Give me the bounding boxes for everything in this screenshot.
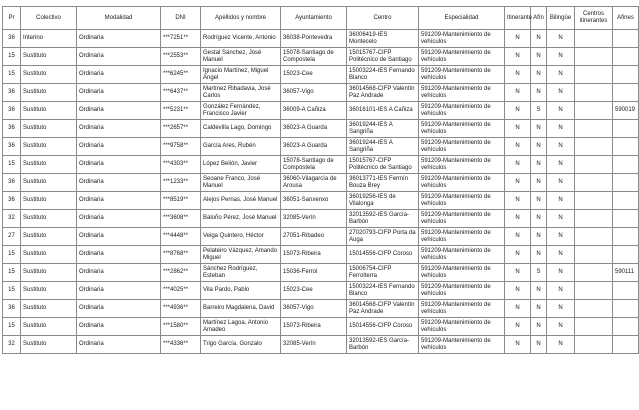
cell-centro: 27020793-CIFP Porta da Auga — [347, 228, 419, 246]
cell-pr: 15 — [3, 156, 21, 174]
cell-apellidos-nombre: Gestal Sánchez, José Manuel — [201, 48, 281, 66]
cell-ayuntamiento: 15073-Ribeira — [281, 246, 347, 264]
cell-ayuntamiento: 36057-Vigo — [281, 84, 347, 102]
cell-centro: 36013771-IES Fermín Bouza Brey — [347, 174, 419, 192]
cell-dni: ***2553** — [161, 48, 201, 66]
table-row — [3, 282, 639, 300]
cell-especialidad: 591209-Mantenimiento de vehículos — [419, 138, 505, 156]
cell-modalidad: Ordinaria — [77, 84, 161, 102]
table-row — [3, 84, 639, 102]
cell-colectivo: Sustituto — [21, 156, 77, 174]
cell-modalidad: Ordinaria — [77, 138, 161, 156]
cell-colectivo: Sustituto — [21, 138, 77, 156]
table-row — [3, 48, 639, 66]
cell-ayuntamiento: 36057-Vigo — [281, 300, 347, 318]
cell-dni: ***4936** — [161, 300, 201, 318]
cell-pr: 15 — [3, 282, 21, 300]
cell-ayuntamiento: 36051-Sanxenxo — [281, 192, 347, 210]
cell-itinerante: N — [505, 210, 531, 228]
cell-dni: ***6437** — [161, 84, 201, 102]
table-row — [3, 246, 639, 264]
cell-dni: ***5231** — [161, 102, 201, 120]
cell-apellidos-nombre: Alejos Pernas, José Manuel — [201, 192, 281, 210]
cell-centros-itinerantes — [575, 192, 613, 210]
cell-centros-itinerantes — [575, 282, 613, 300]
cell-afines: 590111 — [613, 264, 639, 282]
cell-centro: 36019256-IES de Vilalonga — [347, 192, 419, 210]
cell-itinerante: N — [505, 30, 531, 48]
cell-pr: 15 — [3, 264, 21, 282]
cell-afin: N — [531, 228, 547, 246]
cell-especialidad: 591209-Mantenimiento de vehículos — [419, 228, 505, 246]
cell-itinerante: N — [505, 282, 531, 300]
cell-ayuntamiento: 36023-A Guarda — [281, 120, 347, 138]
cell-afines — [613, 174, 639, 192]
cell-especialidad: 591209-Mantenimiento de vehículos — [419, 48, 505, 66]
cell-itinerante: N — [505, 48, 531, 66]
cell-modalidad: Ordinaria — [77, 192, 161, 210]
cell-especialidad: 591209-Mantenimiento de vehículos — [419, 84, 505, 102]
cell-centro: 15006754-CIFP Ferrolterra — [347, 264, 419, 282]
cell-afin: N — [531, 174, 547, 192]
cell-afines — [613, 66, 639, 84]
cell-dni: ***1580** — [161, 318, 201, 336]
cell-afines — [613, 246, 639, 264]
cell-apellidos-nombre: Baloño Pérez, José Manuel — [201, 210, 281, 228]
table-row — [3, 174, 639, 192]
cell-ayuntamiento: 15073-Ribeira — [281, 318, 347, 336]
cell-modalidad: Ordinaria — [77, 102, 161, 120]
cell-afines — [613, 48, 639, 66]
cell-apellidos-nombre: Pelateiro Vázquez, Amando Miguel — [201, 246, 281, 264]
cell-colectivo: Sustituto — [21, 228, 77, 246]
cell-itinerante: N — [505, 336, 531, 354]
cell-pr: 15 — [3, 48, 21, 66]
cell-centro: 15015767-CIFP Politécnico de Santiago — [347, 156, 419, 174]
cell-modalidad: Ordinaria — [77, 210, 161, 228]
cell-apellidos-nombre: Seoane Franco, José Manuel — [201, 174, 281, 192]
cell-especialidad: 591209-Mantenimiento de vehículos — [419, 102, 505, 120]
cell-modalidad: Ordinaria — [77, 174, 161, 192]
cell-colectivo: Sustituto — [21, 300, 77, 318]
cell-ayuntamiento: 36009-A Cañiza — [281, 102, 347, 120]
cell-colectivo: Sustituto — [21, 264, 77, 282]
table-header-row — [3, 7, 639, 30]
cell-centros-itinerantes — [575, 102, 613, 120]
cell-afin: S — [531, 102, 547, 120]
table-row — [3, 264, 639, 282]
cell-afines — [613, 120, 639, 138]
table-row — [3, 336, 639, 354]
cell-centro: 36019244-IES A Sangriña — [347, 120, 419, 138]
cell-bilingue: N — [547, 228, 575, 246]
cell-itinerante: N — [505, 264, 531, 282]
cell-apellidos-nombre: Veiga Quintero, Héctor — [201, 228, 281, 246]
col-centros-itinerantes-header: Centros itinerantes — [575, 7, 613, 30]
cell-afines — [613, 192, 639, 210]
cell-modalidad: Ordinaria — [77, 282, 161, 300]
col-colectivo-header: Colectivo — [21, 7, 77, 30]
table-row — [3, 300, 639, 318]
cell-centro: 15003224-IES Fernando Blanco — [347, 282, 419, 300]
table-row — [3, 66, 639, 84]
table-row — [3, 120, 639, 138]
cell-dni: ***2862** — [161, 264, 201, 282]
cell-centros-itinerantes — [575, 30, 613, 48]
cell-dni: ***4336** — [161, 336, 201, 354]
cell-afines — [613, 282, 639, 300]
cell-centro: 36014568-CIFP Valentín Paz Andrade — [347, 84, 419, 102]
cell-dni: ***2657** — [161, 120, 201, 138]
cell-pr: 32 — [3, 210, 21, 228]
cell-centros-itinerantes — [575, 174, 613, 192]
cell-dni: ***9758** — [161, 138, 201, 156]
cell-especialidad: 591209-Mantenimiento de vehículos — [419, 156, 505, 174]
cell-apellidos-nombre: Caldevilla Lago, Domingo — [201, 120, 281, 138]
cell-especialidad: 591209-Mantenimiento de vehículos — [419, 246, 505, 264]
col-afin-header: Afín — [531, 7, 547, 30]
cell-itinerante: N — [505, 66, 531, 84]
cell-bilingue: N — [547, 282, 575, 300]
col-apellidos-nombre-header: Apellidos y nombre — [201, 7, 281, 30]
table-row — [3, 138, 639, 156]
cell-centro: 32013592-IES García-Barbón — [347, 210, 419, 228]
cell-afin: N — [531, 138, 547, 156]
cell-bilingue: N — [547, 318, 575, 336]
cell-modalidad: Ordinaria — [77, 318, 161, 336]
cell-centros-itinerantes — [575, 120, 613, 138]
cell-apellidos-nombre: Rodríguez Vicente, Antonio — [201, 30, 281, 48]
table-row — [3, 318, 639, 336]
cell-especialidad: 591209-Mantenimiento de vehículos — [419, 120, 505, 138]
cell-ayuntamiento: 36038-Pontevedra — [281, 30, 347, 48]
cell-dni: ***4303** — [161, 156, 201, 174]
cell-modalidad: Ordinaria — [77, 120, 161, 138]
cell-colectivo: Sustituto — [21, 210, 77, 228]
cell-pr: 36 — [3, 30, 21, 48]
cell-ayuntamiento: 15023-Cee — [281, 282, 347, 300]
cell-especialidad: 591209-Mantenimiento de vehículos — [419, 66, 505, 84]
cell-itinerante: N — [505, 318, 531, 336]
cell-itinerante: N — [505, 300, 531, 318]
cell-centro: 36006419-IES Montecelo — [347, 30, 419, 48]
cell-bilingue: N — [547, 210, 575, 228]
cell-afin: S — [531, 264, 547, 282]
cell-modalidad: Ordinaria — [77, 336, 161, 354]
cell-bilingue: N — [547, 156, 575, 174]
cell-ayuntamiento: 15078-Santiago de Compostela — [281, 156, 347, 174]
col-especialidad-header: Especialidad — [419, 7, 505, 30]
col-dni-header: DNI — [161, 7, 201, 30]
cell-bilingue: N — [547, 192, 575, 210]
cell-afin: N — [531, 66, 547, 84]
cell-especialidad: 591209-Mantenimiento de vehículos — [419, 192, 505, 210]
cell-afines — [613, 156, 639, 174]
cell-dni: ***1233** — [161, 174, 201, 192]
cell-modalidad: Ordinaria — [77, 48, 161, 66]
cell-afin: N — [531, 318, 547, 336]
cell-colectivo: Sustituto — [21, 336, 77, 354]
table-row — [3, 30, 639, 48]
cell-centro: 36019244-IES A Sangriña — [347, 138, 419, 156]
cell-bilingue: N — [547, 246, 575, 264]
cell-ayuntamiento: 15078-Santiago de Compostela — [281, 48, 347, 66]
cell-bilingue: N — [547, 66, 575, 84]
cell-ayuntamiento: 36023-A Guarda — [281, 138, 347, 156]
cell-centro: 36014568-CIFP Valentín Paz Andrade — [347, 300, 419, 318]
cell-especialidad: 591209-Mantenimiento de vehículos — [419, 264, 505, 282]
cell-dni: ***3608** — [161, 210, 201, 228]
cell-especialidad: 591209-Mantenimiento de vehículos — [419, 210, 505, 228]
cell-apellidos-nombre: Vila Pardo, Pablo — [201, 282, 281, 300]
cell-bilingue: N — [547, 300, 575, 318]
cell-apellidos-nombre: Martínez Ribadavia, José Carlos — [201, 84, 281, 102]
cell-ayuntamiento: 36060-Vilagarcía de Arousa — [281, 174, 347, 192]
cell-afin: N — [531, 48, 547, 66]
cell-colectivo: Sustituto — [21, 318, 77, 336]
cell-pr: 15 — [3, 318, 21, 336]
cell-pr: 36 — [3, 102, 21, 120]
cell-itinerante: N — [505, 228, 531, 246]
cell-pr: 32 — [3, 336, 21, 354]
cell-afin: N — [531, 210, 547, 228]
cell-ayuntamiento: 15036-Ferrol — [281, 264, 347, 282]
cell-bilingue: N — [547, 84, 575, 102]
cell-apellidos-nombre: Barreiro Magdalena, David — [201, 300, 281, 318]
cell-afin: N — [531, 192, 547, 210]
col-afines-header: Afines — [613, 7, 639, 30]
cell-afines — [613, 228, 639, 246]
assignment-table — [2, 6, 639, 354]
cell-afines — [613, 318, 639, 336]
cell-bilingue: N — [547, 102, 575, 120]
cell-colectivo: Sustituto — [21, 84, 77, 102]
cell-centro: 15014556-CIFP Coroso — [347, 318, 419, 336]
cell-afin: N — [531, 246, 547, 264]
cell-colectivo: Sustituto — [21, 174, 77, 192]
cell-centros-itinerantes — [575, 210, 613, 228]
cell-centro: 15015767-CIFP Politécnico de Santiago — [347, 48, 419, 66]
cell-dni: ***4025** — [161, 282, 201, 300]
cell-afines — [613, 138, 639, 156]
cell-modalidad: Ordinaria — [77, 228, 161, 246]
cell-apellidos-nombre: Ignacio Martínez, Miguel Ángel — [201, 66, 281, 84]
cell-modalidad: Ordinaria — [77, 30, 161, 48]
cell-centro: 36016101-IES A Cañiza — [347, 102, 419, 120]
cell-especialidad: 591209-Mantenimiento de vehículos — [419, 30, 505, 48]
cell-centros-itinerantes — [575, 138, 613, 156]
table-row — [3, 156, 639, 174]
assignment-sheet — [2, 6, 639, 354]
cell-dni: ***4448** — [161, 228, 201, 246]
cell-apellidos-nombre: González Fernández, Francisco Javier — [201, 102, 281, 120]
cell-afines: 590019 — [613, 102, 639, 120]
cell-afin: N — [531, 30, 547, 48]
cell-centros-itinerantes — [575, 336, 613, 354]
cell-afin: N — [531, 282, 547, 300]
cell-pr: 36 — [3, 192, 21, 210]
cell-itinerante: N — [505, 102, 531, 120]
cell-colectivo: Sustituto — [21, 102, 77, 120]
cell-pr: 36 — [3, 138, 21, 156]
cell-pr: 36 — [3, 84, 21, 102]
cell-colectivo: Interino — [21, 30, 77, 48]
cell-itinerante: N — [505, 192, 531, 210]
cell-centro: 15014556-CIFP Coroso — [347, 246, 419, 264]
cell-especialidad: 591209-Mantenimiento de vehículos — [419, 318, 505, 336]
cell-modalidad: Ordinaria — [77, 300, 161, 318]
cell-apellidos-nombre: Martínez Lagoa, Antonio Amadeo — [201, 318, 281, 336]
cell-afines — [613, 84, 639, 102]
cell-afin: N — [531, 120, 547, 138]
cell-pr: 36 — [3, 120, 21, 138]
cell-centros-itinerantes — [575, 48, 613, 66]
cell-afin: N — [531, 84, 547, 102]
cell-modalidad: Ordinaria — [77, 264, 161, 282]
cell-afin: N — [531, 156, 547, 174]
cell-dni: ***7251** — [161, 30, 201, 48]
cell-bilingue: N — [547, 48, 575, 66]
cell-bilingue: N — [547, 30, 575, 48]
cell-apellidos-nombre: López Belión, Javier — [201, 156, 281, 174]
cell-especialidad: 591209-Mantenimiento de vehículos — [419, 336, 505, 354]
cell-centros-itinerantes — [575, 84, 613, 102]
table-row — [3, 228, 639, 246]
col-modalidad-header: Modalidad — [77, 7, 161, 30]
cell-bilingue: N — [547, 174, 575, 192]
table-row — [3, 102, 639, 120]
cell-especialidad: 591209-Mantenimiento de vehículos — [419, 300, 505, 318]
cell-ayuntamiento: 27051-Ribadeo — [281, 228, 347, 246]
cell-pr: 36 — [3, 300, 21, 318]
cell-modalidad: Ordinaria — [77, 246, 161, 264]
cell-especialidad: 591209-Mantenimiento de vehículos — [419, 282, 505, 300]
cell-bilingue: N — [547, 336, 575, 354]
cell-centro: 15003224-IES Fernando Blanco — [347, 66, 419, 84]
cell-bilingue: N — [547, 120, 575, 138]
cell-colectivo: Sustituto — [21, 120, 77, 138]
cell-itinerante: N — [505, 246, 531, 264]
cell-colectivo: Sustituto — [21, 246, 77, 264]
cell-colectivo: Sustituto — [21, 282, 77, 300]
cell-apellidos-nombre: García Ares, Rubén — [201, 138, 281, 156]
cell-bilingue: N — [547, 138, 575, 156]
cell-centros-itinerantes — [575, 318, 613, 336]
col-itinerante-header: Itinerante — [505, 7, 531, 30]
cell-colectivo: Sustituto — [21, 48, 77, 66]
cell-itinerante: N — [505, 174, 531, 192]
cell-afines — [613, 30, 639, 48]
table-row — [3, 210, 639, 228]
cell-afines — [613, 336, 639, 354]
cell-itinerante: N — [505, 156, 531, 174]
col-pr-header: Pr — [3, 7, 21, 30]
cell-pr: 27 — [3, 228, 21, 246]
col-centro-header: Centro — [347, 7, 419, 30]
cell-pr: 36 — [3, 174, 21, 192]
cell-centros-itinerantes — [575, 228, 613, 246]
cell-centros-itinerantes — [575, 300, 613, 318]
cell-apellidos-nombre: Sánchez Rodríguez, Esteban — [201, 264, 281, 282]
cell-bilingue: N — [547, 264, 575, 282]
cell-ayuntamiento: 32085-Verín — [281, 336, 347, 354]
cell-afin: N — [531, 300, 547, 318]
table-body — [3, 30, 639, 354]
cell-itinerante: N — [505, 120, 531, 138]
cell-ayuntamiento: 32085-Verín — [281, 210, 347, 228]
cell-itinerante: N — [505, 138, 531, 156]
cell-modalidad: Ordinaria — [77, 156, 161, 174]
cell-colectivo: Sustituto — [21, 66, 77, 84]
cell-colectivo: Sustituto — [21, 192, 77, 210]
cell-centros-itinerantes — [575, 264, 613, 282]
col-ayuntamiento-header: Ayuntamiento — [281, 7, 347, 30]
cell-afines — [613, 210, 639, 228]
cell-pr: 15 — [3, 246, 21, 264]
cell-itinerante: N — [505, 84, 531, 102]
cell-centro: 32013592-IES García-Barbón — [347, 336, 419, 354]
cell-apellidos-nombre: Trigo García, Gonzalo — [201, 336, 281, 354]
table-row — [3, 192, 639, 210]
col-bilingue-header: Bilingüe — [547, 7, 575, 30]
cell-centros-itinerantes — [575, 156, 613, 174]
cell-modalidad: Ordinaria — [77, 66, 161, 84]
cell-ayuntamiento: 15023-Cee — [281, 66, 347, 84]
cell-especialidad: 591209-Mantenimiento de vehículos — [419, 174, 505, 192]
cell-dni: ***6245** — [161, 66, 201, 84]
cell-afin: N — [531, 336, 547, 354]
cell-dni: ***8768** — [161, 246, 201, 264]
cell-pr: 15 — [3, 66, 21, 84]
cell-centros-itinerantes — [575, 246, 613, 264]
cell-centros-itinerantes — [575, 66, 613, 84]
cell-afines — [613, 300, 639, 318]
cell-dni: ***8519** — [161, 192, 201, 210]
